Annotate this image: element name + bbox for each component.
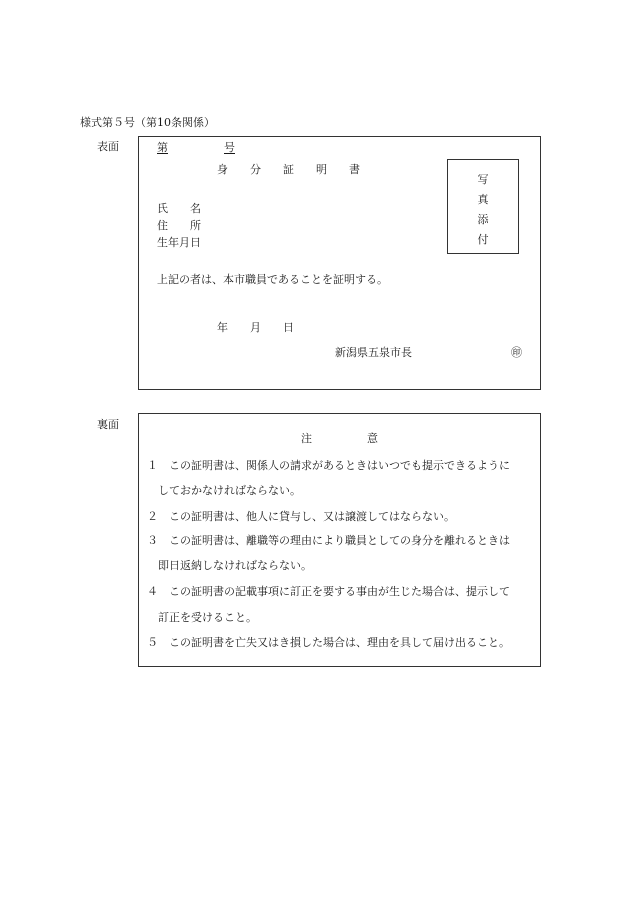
number-suffix: 号 [224,141,235,154]
photo-char-3: 添 [477,213,489,226]
certificate-title: 身 分 証 明 書 [217,163,360,176]
seal-mark: ㊞ [511,346,522,359]
note-line-3: ２ この証明書は、他人に貸与し、又は譲渡してはならない。 [147,510,455,523]
field-name: 氏 名 [157,202,201,215]
certify-statement: 上記の者は、本市職員であることを証明する。 [157,273,388,286]
number-line [157,142,235,153]
note-line-7: 訂正を受けること。 [147,611,257,624]
front-side-label: 表面 [97,140,119,153]
note-line-4: ３ この証明書は、離職等の理由により職員としての身分を離れるときは [147,534,510,547]
note-line-2: しておかなければならない。 [147,484,301,497]
photo-char-2: 真 [477,193,489,206]
front-card [138,136,541,390]
form-title: 様式第５号（第10条関係） [80,116,215,129]
note-line-5: 即日返納しなければならない。 [147,559,312,572]
note-line-1: １ この証明書は、関係人の請求があるときはいつでも提示できるように [147,459,510,472]
photo-area [447,159,519,254]
issue-date: 年 月 日 [217,321,294,334]
field-birthdate: 生年月日 [157,236,201,249]
notes-heading: 注 意 [301,432,378,445]
number-prefix: 第 [157,141,168,154]
field-address: 住 所 [157,219,201,232]
issuer-name: 新潟県五泉市長 [335,346,412,359]
back-side-label: 裏面 [97,418,119,431]
photo-char-4: 付 [477,233,489,246]
note-line-6: ４ この証明書の記載事項に訂正を要する事由が生じた場合は、提示して [147,585,510,598]
note-line-8: ５ この証明書を亡失又はき損した場合は、理由を具して届け出ること。 [147,636,510,649]
photo-char-1: 写 [477,173,489,186]
back-card [138,413,541,667]
